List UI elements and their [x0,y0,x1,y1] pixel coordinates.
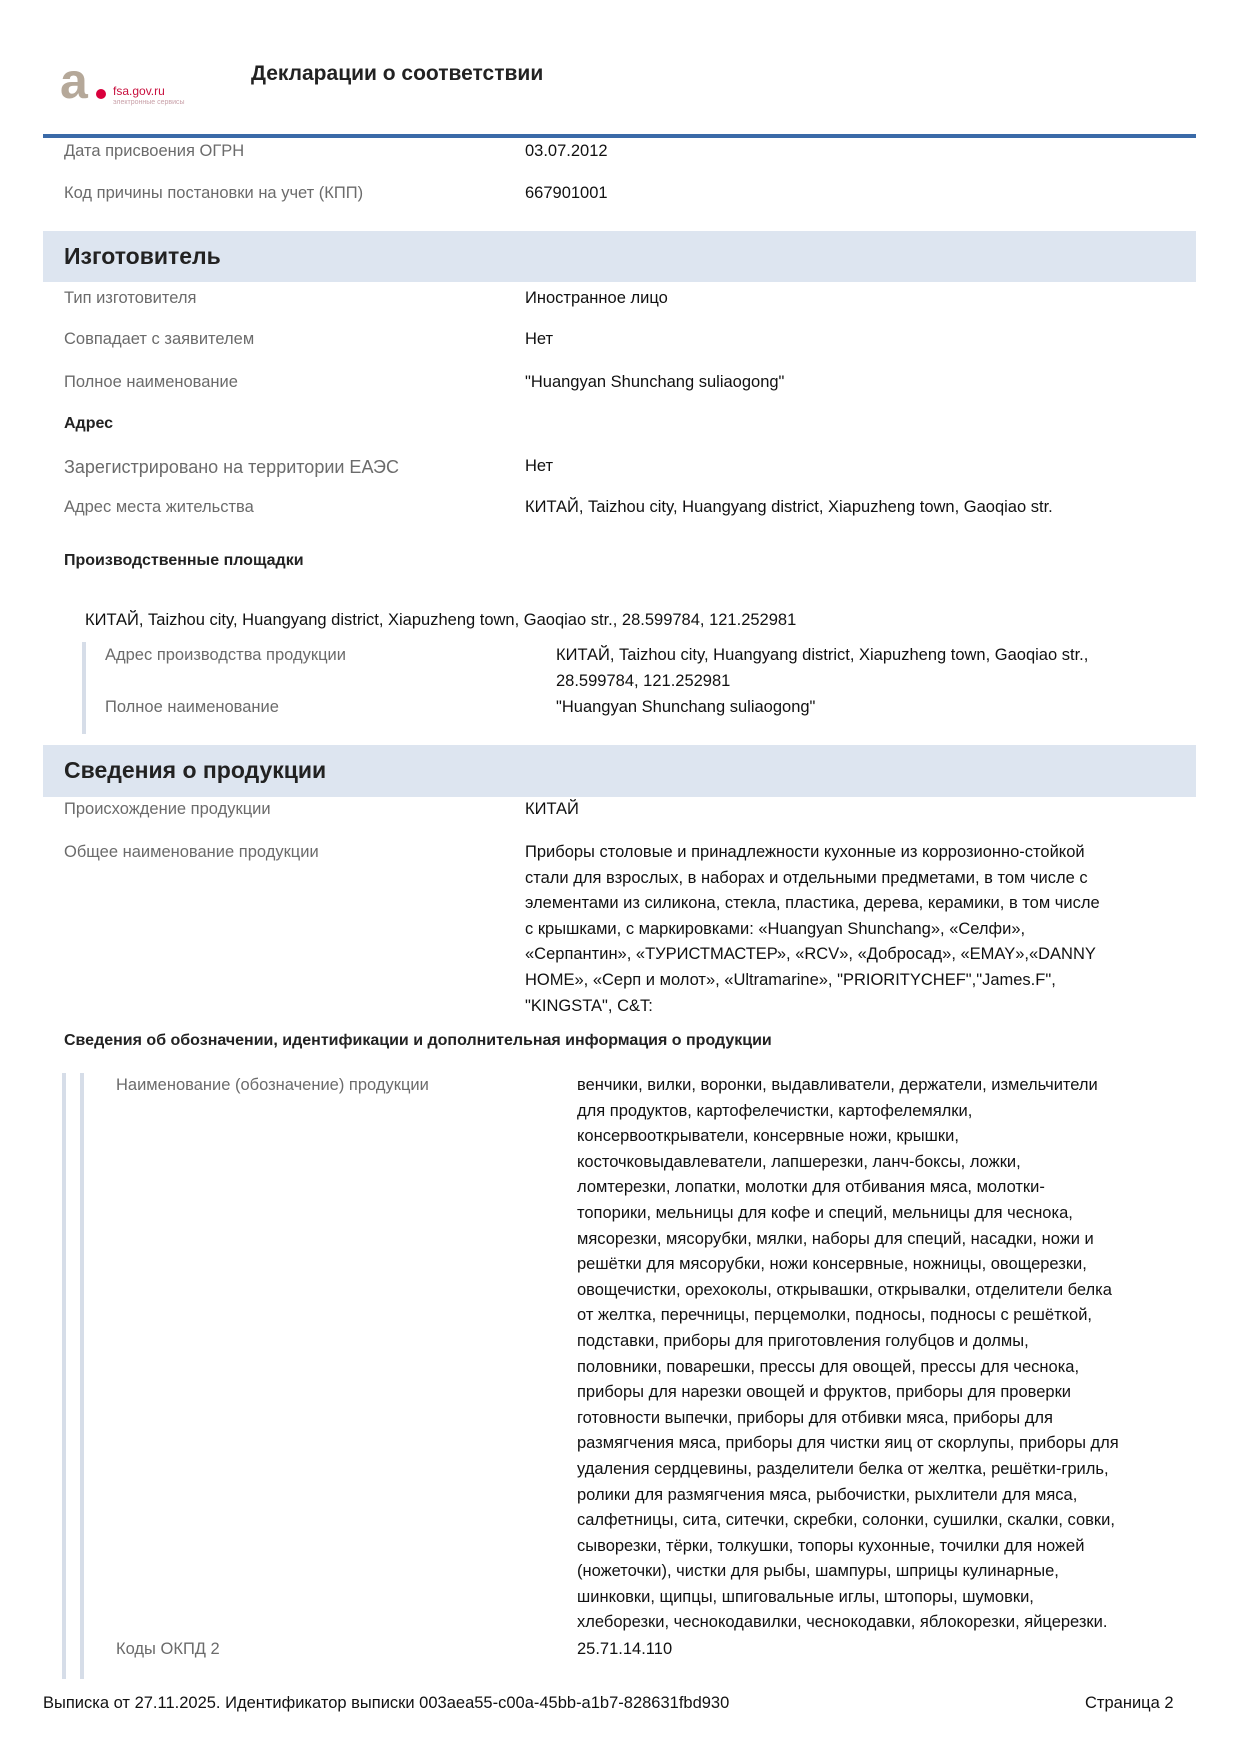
fsa-logo [60,58,200,110]
page-title: Декларации о соответствии [251,62,544,85]
ogrn-date-value: 03.07.2012 [525,142,608,160]
details-outer-border [62,1073,66,1679]
text-line: приборы для нарезки овощей и фруктов, приборы для проверки [577,1383,1072,1402]
okpd-value: 25.71.14.110 [577,1640,673,1658]
production-address-label: Адрес производства продукции [105,646,346,664]
text-line: стали для взрослых, в наборах и отдельными предметами, в том числе с [525,868,1088,887]
text-line: "KINGSTA", C&T: [525,996,653,1015]
text-line: для продуктов, картофелечистки, картофелемялки, [577,1101,973,1120]
text-line: мясорезки, мясорубки, мялки, наборы для специй, насадки, ножи и [577,1229,1094,1248]
product-origin-value: КИТАЙ [525,800,579,818]
details-inner-border [80,1073,84,1679]
text-line: размягчения мяса, приборы для чистки яиц от скорлупы, приборы для [577,1434,1119,1453]
text-line: половники, поварешки, прессы для овощей, прессы для чеснока, [577,1357,1080,1376]
section-heading: Сведения о продукции [64,757,327,783]
details-heading: Сведения об обозначении, идентификации и дополнительная информация о продукции [64,1032,772,1049]
header-divider [43,134,1196,138]
site-block-border [82,642,86,734]
full-name-label: Полное наименование [64,373,238,391]
text-line: решётки для мясорубки, ножи консервные, ножницы, овощерезки, [577,1255,1087,1274]
site-full-name-value: "Huangyan Shunchang suliaogong" [556,698,816,716]
svg-text:a: a [60,58,88,109]
same-as-applicant-value: Нет [525,330,554,348]
address-heading: Адрес [64,415,114,432]
text-line: салфетницы, сита, ситечки, скребки, солонки, сушилки, скалки, совки, [577,1511,1115,1530]
text-line: (ножеточки), чистки для рыбы, шампуры, шприцы кулинарные, [577,1562,1059,1581]
product-name-label: Общее наименование продукции [64,843,319,861]
text-line: венчики, вилки, воронки, выдавливатели, держатели, измельчители [577,1076,1098,1094]
product-name-value [525,840,1100,1019]
text-line: консервооткрыватели, консервные ножи, крышки, [577,1127,959,1146]
footer-page-number: Страница 2 [1085,1694,1174,1712]
text-line: «Серпантин», «ТУРИСТМАСТЕР», «RCV», «Добросад», «EMAY»,«DANNY [525,945,1096,964]
text-line: ломтерезки, лопатки, молотки для отбивания мяса, молотки- [577,1178,1045,1197]
ogrn-date-label: Дата присвоения ОГРН [64,142,245,160]
residence-address-label: Адрес места жительства [64,498,254,516]
manufacturer-type-value: Иностранное лицо [525,289,668,307]
text-line: сыворезки, тёрки, толкушки, топоры кухонные, точилки для ножей [577,1536,1085,1555]
manufacturer-type-label: Тип изготовителя [64,289,197,307]
eaeu-registered-value: Нет [525,457,554,475]
production-address-value: КИТАЙ, Taizhou city, Huangyang district, Xiapuzheng town, Gaoqiao str., 28.599784, 121.252981 [556,646,1089,690]
designation-label: Наименование (обозначение) продукции [116,1076,429,1094]
residence-address-value: КИТАЙ, Taizhou city, Huangyang district, Xiapuzheng town, Gaoqiao str. [525,498,1053,516]
designation-value [577,1073,1119,1636]
text-line: овощечистки, орехоколы, открывашки, открывалки, отделители белка [577,1280,1112,1299]
text-line: хлеборезки, чеснокодавилки, чеснокодавки, яблокорезки, яйцерезки. [577,1613,1108,1632]
section-manufacturer [43,231,1196,282]
text-line: готовности выпечки, приборы для отбивки мяса, приборы для [577,1408,1053,1427]
production-site-title: КИТАЙ, Taizhou city, Huangyang district, Xiapuzheng town, Gaoqiao str., 28.599784, 121.252981 [85,611,797,629]
logo-subtext: электронные сервисы [113,99,185,106]
text-line: топорики, мельницы для кофе и специй, мельницы для чеснока, [577,1203,1073,1222]
same-as-applicant-label: Совпадает с заявителем [64,330,255,348]
kpp-label: Код причины постановки на учет (КПП) [64,184,364,202]
text-line: шинковки, щипцы, шпиговальные иглы, штопоры, шумовки, [577,1587,1034,1606]
text-line: Приборы столовые и принадлежности кухонные из коррозионно-стойкой [525,843,1085,861]
kpp-value: 667901001 [525,184,608,202]
text-line: косточковыдавлеватели, лапшерезки, ланч-боксы, ложки, [577,1152,1021,1171]
text-line: HOME», «Серп и молот», «Ultramarine», "PRIORITYCHEF","James.F", [525,970,1056,989]
footer-extract-info: Выписка от 27.11.2025. Идентификатор выписки 003aea55-c00a-45bb-a1b7-828631fbd930 [43,1694,730,1712]
site-full-name-label: Полное наименование [105,698,279,716]
text-line: ролики для размягчения мяса, рыбочистки, рыхлители для мяса, [577,1485,1078,1504]
text-line: с крышками, с маркировками: «Huangyan Shunchang», «Селфи», [525,919,1026,938]
okpd-label: Коды ОКПД 2 [116,1640,220,1658]
section-product [43,745,1196,797]
eaeu-registered-label: Зарегистрировано на территории ЕАЭС [64,457,399,477]
text-line: удаления сердцевины, разделители белка от желтка, решётки-гриль, [577,1459,1109,1478]
production-sites-heading: Производственные площадки [64,552,304,569]
text-line: элементами из силикона, стекла, пластика, дерева, керамики, в том числе [525,894,1100,913]
section-heading: Изготовитель [64,243,221,269]
full-name-value: "Huangyan Shunchang suliaogong" [525,373,785,391]
product-origin-label: Происхождение продукции [64,800,271,818]
text-line: подставки, приборы для приготовления голубцов и долмы, [577,1331,1029,1350]
text-line: от желтка, перечницы, перцемолки, подносы, подносы с решёткой, [577,1306,1093,1325]
logo-text: fsa.gov.ru [113,84,165,98]
